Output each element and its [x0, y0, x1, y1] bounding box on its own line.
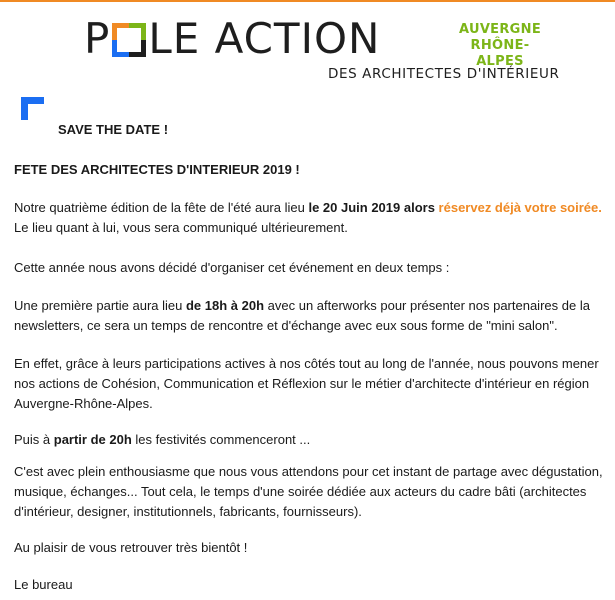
logo-letter-p: P [84, 14, 111, 63]
logo-subtitle: DES ARCHITECTES D'INTÉRIEUR [328, 66, 560, 82]
logo-region-line1: AUVERGNE [459, 22, 541, 37]
logo-region [456, 22, 544, 70]
logo-o-brackets-icon [112, 23, 146, 57]
top-accent-border [0, 0, 615, 2]
paragraph-enthusiasm: C'est avec plein enthousiasme que nous vous attendons pour cet instant de partage avec dégustation, musique, échanges... Tout cela, le temps d'une soirée dédiée aux acteurs du cadre bâti (architectes d'intérieur, designer, institutionnels, fabricants, fournisseurs). [14, 464, 603, 519]
save-the-date-label: SAVE THE DATE ! [58, 122, 169, 137]
blue-corner-bracket-icon [21, 97, 44, 120]
event-date: le 20 Juin 2019 alors [308, 200, 435, 215]
paragraph-first-part: Une première partie aura lieu de 18h à 20h avec un afterworks pour présenter nos partenaires de la newsletters, ce sera un temps de rencontre et d'échange avec eux sous forme de "mini salon". [14, 298, 590, 333]
logo-text-rest: LE ACTION [148, 14, 381, 63]
paragraph-second-part: Puis à partir de 20h les festivités commenceront ... [14, 432, 311, 447]
headline: FETE DES ARCHITECTES D'INTERIEUR 2019 ! [14, 162, 300, 177]
paragraph-two-parts: Cette année nous avons décidé d'organiser cet événement en deux temps : [14, 260, 450, 275]
paragraph-actions: En effet, grâce à leurs participations actives à nos côtés tout au long de l'année, nous pouvons mener nos actions de Cohésion, Communication et Réflexion sur le métier d'architecte d'intérieur en région Auvergne-Rhône-Alpes. [14, 356, 599, 411]
logo-region-line2: RHÔNE-ALPES [470, 38, 530, 69]
paragraph-announcement: Notre quatrième édition de la fête de l'été aura lieu le 20 Juin 2019 alors réservez déjà votre soirée. Le lieu quant à lui, vous sera communiqué ultérieurement. [14, 200, 602, 235]
reserve-highlight: réservez déjà votre soirée. [438, 200, 602, 215]
first-part-time: de 18h à 20h [185, 298, 265, 313]
signature: Le bureau [14, 577, 73, 592]
logo-wordmark [84, 13, 380, 65]
second-part-time: partir de 20h [53, 432, 132, 447]
pole-action-logo [84, 8, 560, 88]
paragraph-closing: Au plaisir de vous retrouver très bientôt ! [14, 540, 248, 555]
